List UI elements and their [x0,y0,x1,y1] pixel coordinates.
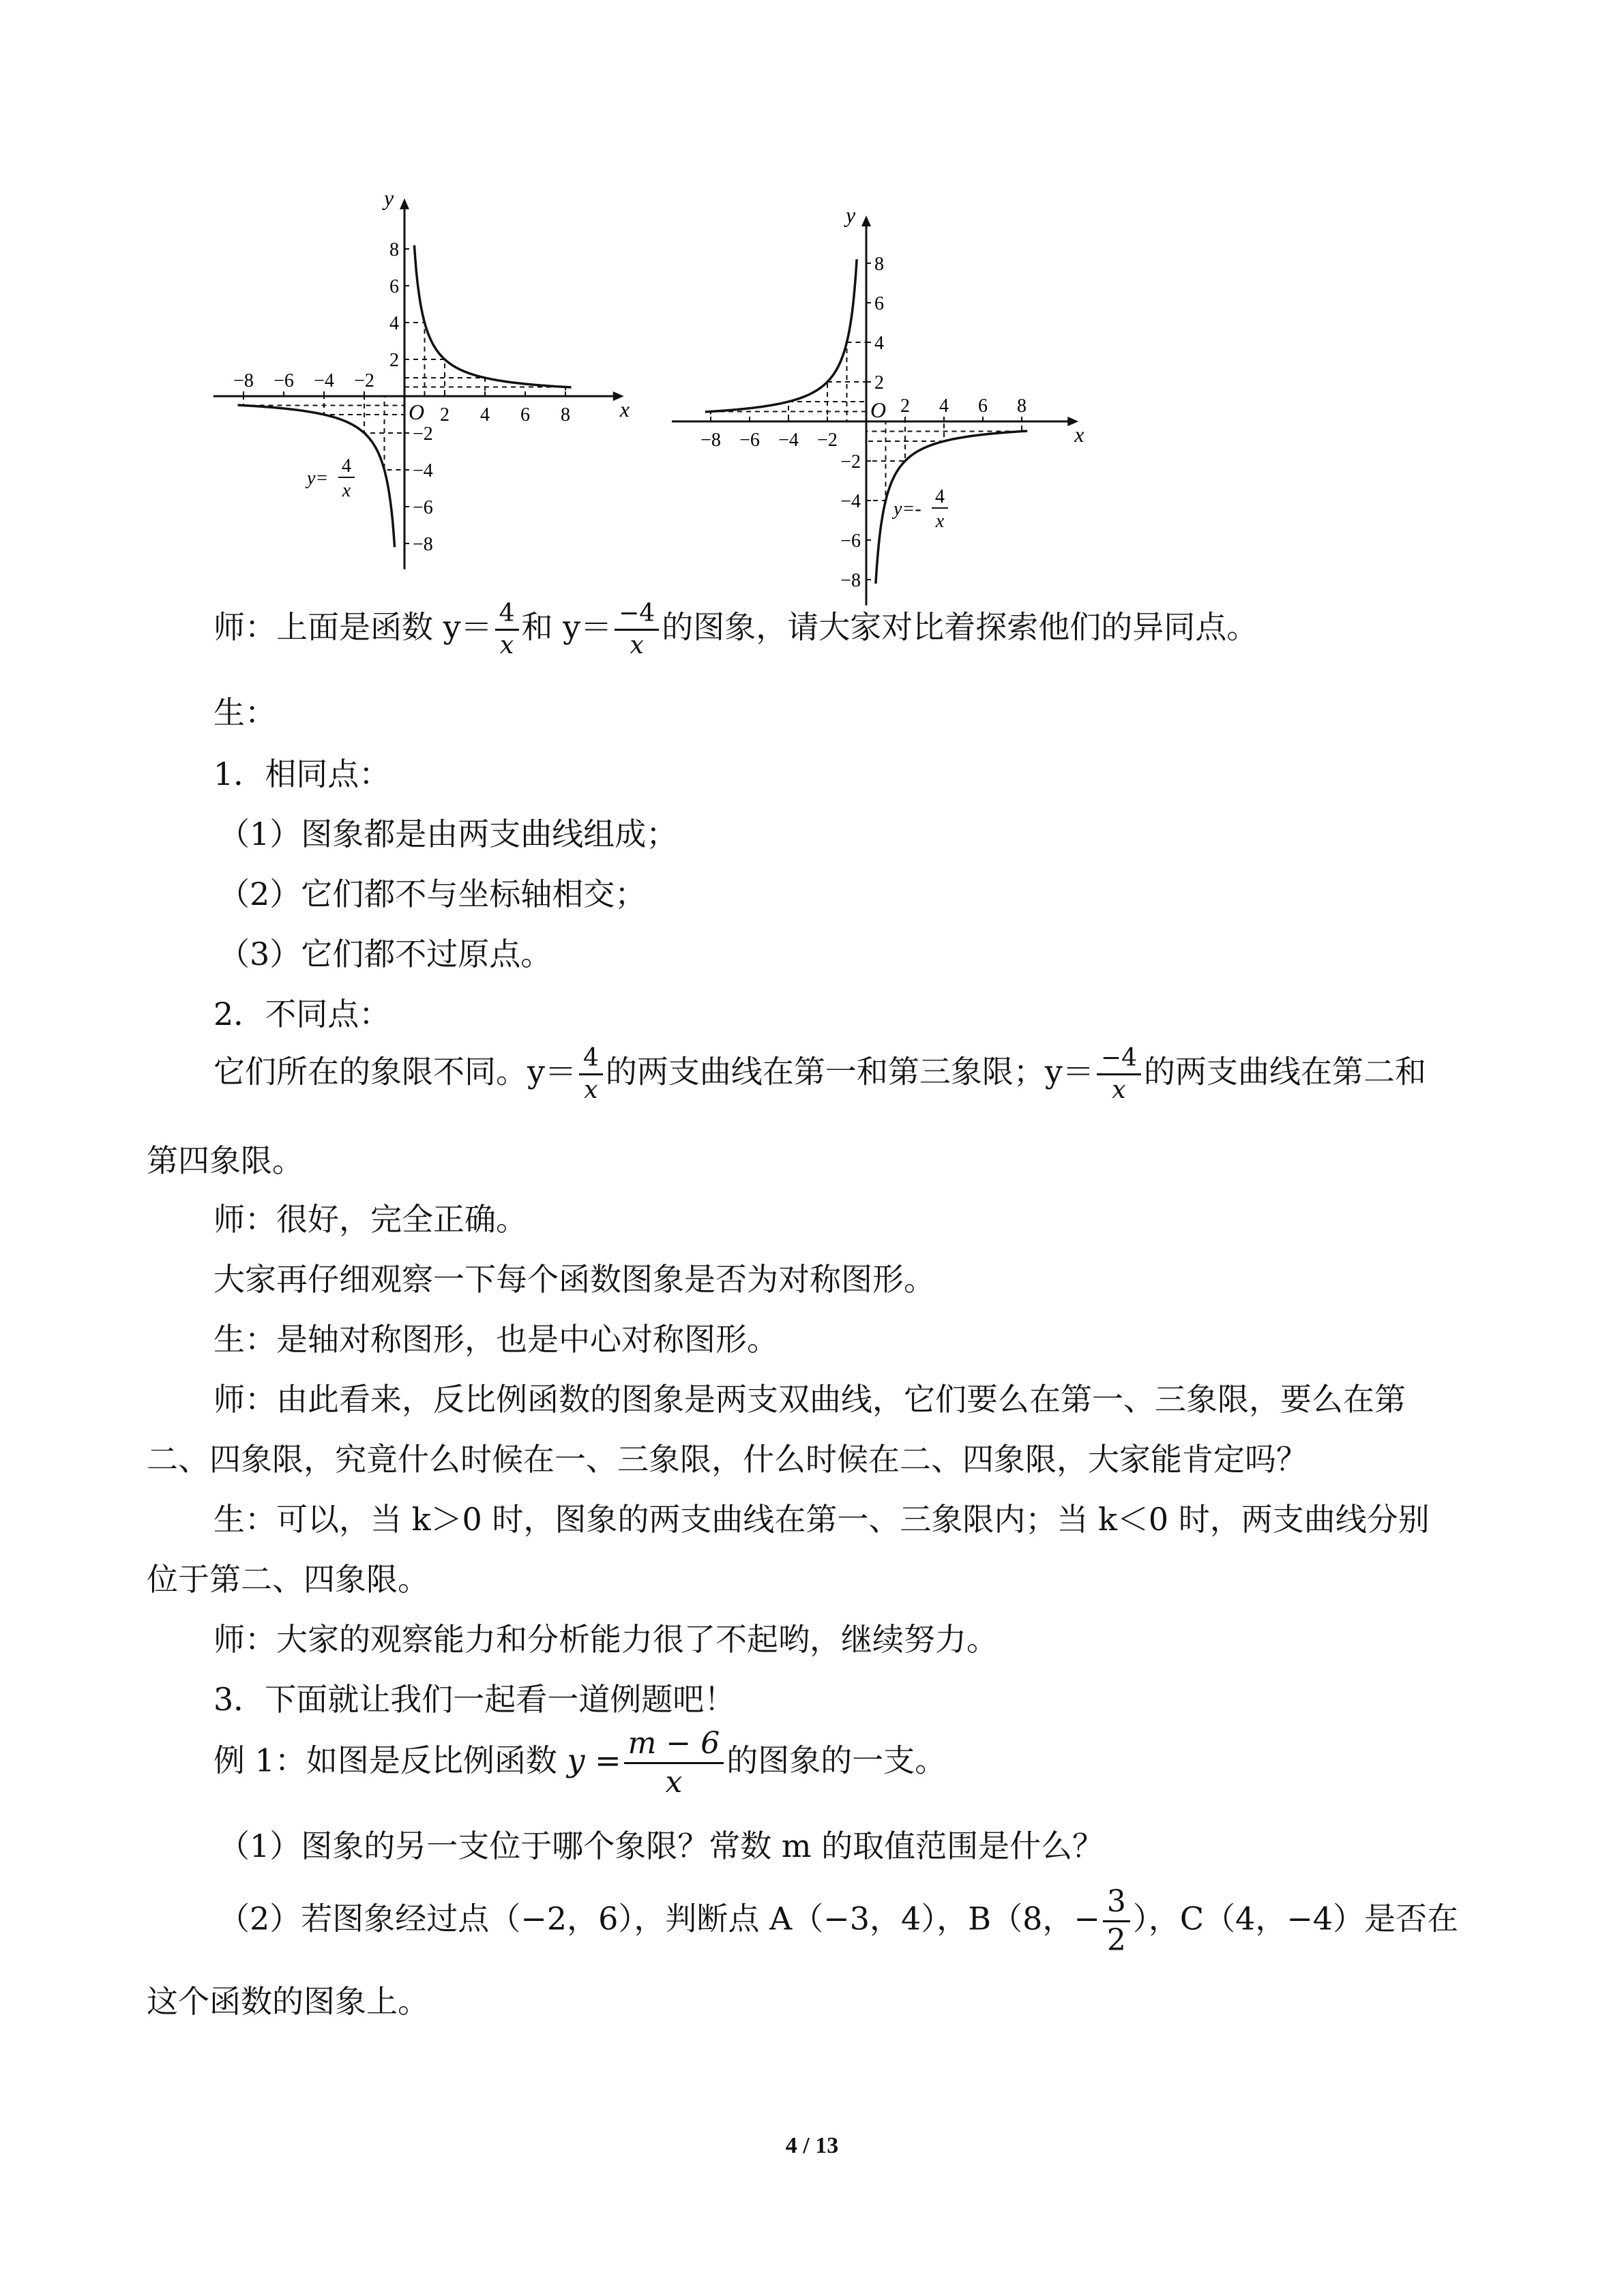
x-tick-label: −2 [817,430,838,451]
x-tick-label: −2 [354,370,374,391]
origin-label: O [409,400,425,424]
equation-numerator: 4 [935,486,945,507]
paragraph-teacher-hyperbola-1: 师：由此看来，反比例函数的图象是两支双曲线，它们要么在第一、三象限，要么在第 [213,1381,1406,1418]
curve-branch-left [705,259,857,412]
x-tick-label: 4 [480,404,490,426]
graph-y-4-over-x [211,185,630,586]
x-tick-label: −8 [233,370,254,391]
fraction-neg4-over-x: $\frac{-4}{x}$ [1097,1043,1141,1105]
paragraph-teacher-hyperbola-2: 二、四象限，究竟什么时候在一、三象限，什么时候在二、四象限，大家能肯定吗？ [147,1441,1308,1478]
heading-differences: 2．不同点： [213,996,391,1032]
x-tick-label: 4 [939,396,949,417]
y-tick-label: 8 [874,254,884,275]
paragraph-example-1 [213,1725,946,1801]
fraction-4-over-x: $\frac{4}{x}$ [495,599,519,661]
text: 它们所在的象限不同。y＝ [213,1053,576,1090]
graph-y-neg-4-over-x [668,203,1084,597]
y-tick-label: 6 [874,293,884,314]
x-tick-label: 2 [440,404,449,426]
paragraph-compare-graphs [213,599,1258,661]
paragraph-symmetry-answer: 生：是轴对称图形，也是中心对称图形。 [213,1321,778,1358]
y-tick-label: 6 [389,276,399,297]
y-tick-label: −4 [413,460,433,481]
x-tick-label: 8 [1017,396,1027,417]
text: 的两支曲线在第一和第三象限；y＝ [605,1053,1094,1090]
y-axis-label: y [384,185,394,210]
question-2-continuation: 这个函数的图象上。 [147,1983,429,2020]
text: 例 1：如图是反比例函数 [213,1742,567,1779]
curve-branch-right [414,245,571,387]
x-tick-label: −6 [739,430,760,451]
paragraph-student-k-1: 生：可以，当 k＞0 时，图象的两支曲线在第一、三象限内；当 k＜0 时，两支曲线分别 [213,1501,1430,1538]
paragraph-student-k-2: 位于第二、四象限。 [147,1561,429,1598]
paragraph-continuation: 第四象限。 [147,1142,304,1179]
equation-label [891,486,948,532]
x-tick-label: −4 [778,430,799,451]
fraction-3-over-2: $\frac{3}{2}$ [1103,1883,1130,1959]
equation-denominator: x [342,480,351,501]
text: （2）若图象经过点（−2，6），判断点 A（−3，4），B（8，− [218,1900,1100,1937]
y-tick-label: −8 [840,570,861,591]
x-tick-label: −8 [700,430,721,451]
y-axis-arrow [400,198,409,209]
fraction-m-minus-6-over-x: $\frac{m - 6}{x}$ [624,1725,724,1801]
y-tick-label: −8 [413,534,433,555]
equation-lhs: y=- [894,498,921,520]
x-axis-label: x [619,397,630,421]
equation-label [305,456,355,501]
paragraph-example-intro: 3．下面就让我们一起看一道例题吧！ [213,1681,736,1718]
list-item-3: （3）它们都不过原点。 [218,936,552,972]
paragraph-student: 生： [213,694,276,731]
y-tick-label: −6 [413,497,433,518]
paragraph-quadrant-difference [213,1043,1426,1105]
y-axis-arrow [861,215,871,226]
text: 的图象，请大家对比着探索他们的异同点。 [662,608,1258,646]
x-tick-label: −6 [274,370,294,391]
x-axis-label: x [1074,422,1084,447]
text: ），C（4，−4）是否在 [1132,1900,1459,1937]
y-axis-label: y [846,203,856,227]
text: 的图象的一支。 [726,1742,947,1779]
y-tick-label: 2 [874,372,884,393]
question-2 [218,1883,1458,1959]
question-1: （1）图象的另一支位于哪个象限？常数 m 的取值范围是什么？ [218,1828,1104,1864]
text: 的两支曲线在第二和 [1143,1053,1426,1090]
y-tick-label: 2 [389,350,399,371]
heading-similarities: 1．相同点： [213,756,391,792]
text: 和 y＝ [521,608,612,646]
page-number: 4 / 13 [785,2133,839,2158]
y-tick-label: −2 [413,423,433,445]
y-tick-label: −2 [840,451,861,473]
y-tick-label: 4 [874,333,884,354]
y-tick-label: 8 [389,239,399,260]
y-tick-label: −6 [840,531,861,552]
fraction-4-over-x: $\frac{4}{x}$ [579,1043,603,1105]
x-tick-label: 6 [520,404,530,426]
x-tick-label: 8 [561,404,570,426]
x-tick-label: 2 [900,396,910,417]
equation-numerator: 4 [342,456,351,477]
equation-lhs: y = [567,1742,621,1779]
x-tick-label: −4 [314,370,334,391]
x-tick-label: 6 [978,396,988,417]
y-tick-label: −4 [840,491,861,512]
equation-denominator: x [935,511,945,532]
equation-lhs: y= [307,468,329,489]
paragraph-teacher-encourage: 师：大家的观察能力和分析能力很了不起哟，继续努力。 [213,1621,998,1658]
list-item-2: （2）它们都不与坐标轴相交； [218,876,647,912]
paragraph-teacher-praise: 师：很好，完全正确。 [213,1201,527,1238]
y-tick-label: 4 [389,313,399,334]
fraction-neg4-over-x: $\frac{-4}{x}$ [615,599,659,661]
text: 师：上面是函数 y＝ [213,608,492,646]
list-item-1: （1）图象都是由两支曲线组成； [218,816,678,852]
paragraph-symmetry-question: 大家再仔细观察一下每个函数图象是否为对称图形。 [213,1261,935,1298]
origin-label: O [870,398,887,422]
